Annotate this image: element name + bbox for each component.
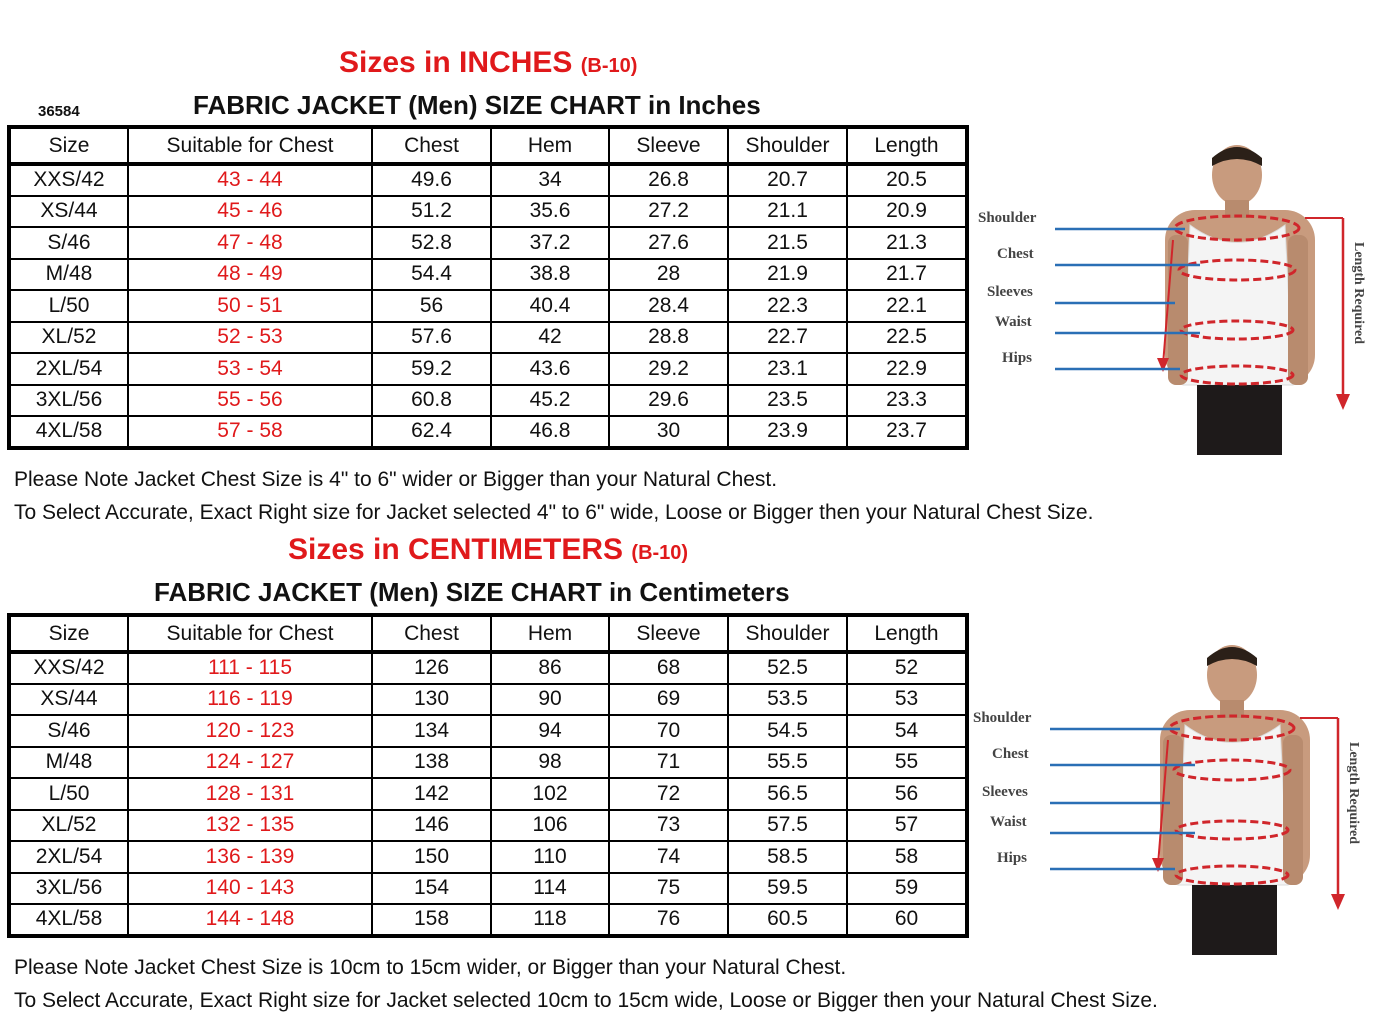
column-header: Suitable for Chest bbox=[128, 127, 372, 164]
size-cell: XXS/42 bbox=[9, 652, 128, 684]
cm-size-table bbox=[7, 613, 969, 938]
chest-range-cell: 45 - 46 bbox=[128, 196, 372, 228]
measure-cell: 22.5 bbox=[847, 322, 967, 354]
figure-right-arm bbox=[1283, 735, 1303, 885]
measure-cell: 23.5 bbox=[728, 385, 847, 417]
measurement-figure-top bbox=[975, 140, 1370, 455]
measure-cell: 53.5 bbox=[728, 684, 847, 716]
inches-title-text: Sizes in INCHES bbox=[339, 46, 573, 79]
size-cell: M/48 bbox=[9, 747, 128, 779]
size-cell: XXS/42 bbox=[9, 164, 128, 196]
size-cell: XL/52 bbox=[9, 810, 128, 842]
cm-note-2: To Select Accurate, Exact Right size for Jacket selected 10cm to 15cm wide, Loose or Bigger then your Natural Chest Size. bbox=[14, 989, 1158, 1012]
length-required-label: Length Required bbox=[1346, 742, 1361, 845]
size-cell: 3XL/56 bbox=[9, 385, 128, 417]
chest-range-cell: 136 - 139 bbox=[128, 841, 372, 873]
measure-cell: 46.8 bbox=[491, 416, 609, 448]
chest-range-cell: 111 - 115 bbox=[128, 652, 372, 684]
measure-cell: 134 bbox=[372, 715, 491, 747]
cm-title bbox=[288, 533, 688, 567]
measure-cell: 73 bbox=[609, 810, 728, 842]
table-row bbox=[9, 385, 967, 417]
measure-cell: 59 bbox=[847, 873, 967, 905]
measure-cell: 110 bbox=[491, 841, 609, 873]
chest-range-cell: 120 - 123 bbox=[128, 715, 372, 747]
measure-cell: 34 bbox=[491, 164, 609, 196]
measure-cell: 23.1 bbox=[728, 353, 847, 385]
measure-cell: 27.2 bbox=[609, 196, 728, 228]
size-cell: L/50 bbox=[9, 778, 128, 810]
measure-cell: 60 bbox=[847, 904, 967, 936]
measure-cell: 52.5 bbox=[728, 652, 847, 684]
measure-cell: 55 bbox=[847, 747, 967, 779]
size-cell: XL/52 bbox=[9, 322, 128, 354]
measure-cell: 43.6 bbox=[491, 353, 609, 385]
cm-subtitle: FABRIC JACKET (Men) SIZE CHART in Centimeters bbox=[154, 577, 790, 607]
table-row bbox=[9, 227, 967, 259]
table-row bbox=[9, 322, 967, 354]
size-cell: L/50 bbox=[9, 290, 128, 322]
cm-note-1: Please Note Jacket Chest Size is 10cm to 15cm wider, or Bigger than your Natural Chest. bbox=[14, 956, 847, 979]
measure-cell: 126 bbox=[372, 652, 491, 684]
measure-cell: 56 bbox=[372, 290, 491, 322]
table-row bbox=[9, 810, 967, 842]
chest-range-cell: 55 - 56 bbox=[128, 385, 372, 417]
size-cell: M/48 bbox=[9, 259, 128, 291]
measure-cell: 21.9 bbox=[728, 259, 847, 291]
measure-cell: 59.2 bbox=[372, 353, 491, 385]
table-row bbox=[9, 164, 967, 196]
measure-cell: 158 bbox=[372, 904, 491, 936]
measure-cell: 20.9 bbox=[847, 196, 967, 228]
measure-cell: 28 bbox=[609, 259, 728, 291]
size-cell: 4XL/58 bbox=[9, 904, 128, 936]
measure-cell: 27.6 bbox=[609, 227, 728, 259]
table-row bbox=[9, 416, 967, 448]
measure-cell: 42 bbox=[491, 322, 609, 354]
measure-cell: 138 bbox=[372, 747, 491, 779]
figure-trousers bbox=[1192, 885, 1277, 955]
measure-cell: 20.5 bbox=[847, 164, 967, 196]
inches-title-code: (B-10) bbox=[580, 55, 638, 77]
table-header-row bbox=[9, 127, 967, 164]
measure-cell: 98 bbox=[491, 747, 609, 779]
measure-cell: 68 bbox=[609, 652, 728, 684]
figure-right-arm bbox=[1288, 235, 1308, 385]
figure-label-sleeves: Sleeves bbox=[982, 784, 1028, 800]
table-row bbox=[9, 904, 967, 936]
column-header: Size bbox=[9, 615, 128, 652]
measure-cell: 146 bbox=[372, 810, 491, 842]
table-row bbox=[9, 841, 967, 873]
measure-cell: 22.9 bbox=[847, 353, 967, 385]
measure-cell: 142 bbox=[372, 778, 491, 810]
chest-range-cell: 48 - 49 bbox=[128, 259, 372, 291]
measure-cell: 29.6 bbox=[609, 385, 728, 417]
measure-cell: 106 bbox=[491, 810, 609, 842]
column-header: Length bbox=[847, 127, 967, 164]
table-row bbox=[9, 652, 967, 684]
table-row bbox=[9, 196, 967, 228]
measure-cell: 40.4 bbox=[491, 290, 609, 322]
chest-range-cell: 140 - 143 bbox=[128, 873, 372, 905]
figure-label-waist: Waist bbox=[995, 314, 1032, 330]
length-arrow-head bbox=[1336, 394, 1350, 410]
measure-cell: 54.5 bbox=[728, 715, 847, 747]
measure-cell: 29.2 bbox=[609, 353, 728, 385]
size-cell: 2XL/54 bbox=[9, 353, 128, 385]
measure-cell: 71 bbox=[609, 747, 728, 779]
measure-cell: 22.3 bbox=[728, 290, 847, 322]
measure-cell: 94 bbox=[491, 715, 609, 747]
figure-label-shoulder: Shoulder bbox=[973, 710, 1032, 726]
measure-cell: 22.1 bbox=[847, 290, 967, 322]
measure-cell: 57.6 bbox=[372, 322, 491, 354]
measure-cell: 60.8 bbox=[372, 385, 491, 417]
measure-cell: 51.2 bbox=[372, 196, 491, 228]
figure-label-waist: Waist bbox=[990, 814, 1027, 830]
measure-cell: 75 bbox=[609, 873, 728, 905]
measure-cell: 57 bbox=[847, 810, 967, 842]
column-header: Chest bbox=[372, 127, 491, 164]
measure-cell: 90 bbox=[491, 684, 609, 716]
measure-cell: 28.4 bbox=[609, 290, 728, 322]
figure-label-shoulder: Shoulder bbox=[978, 210, 1037, 226]
length-required-label: Length Required bbox=[1351, 242, 1366, 345]
measure-cell: 23.3 bbox=[847, 385, 967, 417]
column-header: Shoulder bbox=[728, 615, 847, 652]
measure-cell: 52.8 bbox=[372, 227, 491, 259]
table-row bbox=[9, 747, 967, 779]
measure-cell: 70 bbox=[609, 715, 728, 747]
chest-range-cell: 132 - 135 bbox=[128, 810, 372, 842]
figure-tank-top bbox=[1183, 225, 1293, 385]
measure-cell: 21.7 bbox=[847, 259, 967, 291]
measure-cell: 53 bbox=[847, 684, 967, 716]
measurement-figure-bottom bbox=[970, 640, 1365, 955]
measure-cell: 28.8 bbox=[609, 322, 728, 354]
table-header-row bbox=[9, 615, 967, 652]
column-header: Suitable for Chest bbox=[128, 615, 372, 652]
size-cell: 4XL/58 bbox=[9, 416, 128, 448]
measure-cell: 35.6 bbox=[491, 196, 609, 228]
measure-cell: 23.7 bbox=[847, 416, 967, 448]
column-header: Hem bbox=[491, 615, 609, 652]
measure-cell: 38.8 bbox=[491, 259, 609, 291]
size-cell: XS/44 bbox=[9, 684, 128, 716]
chest-range-cell: 43 - 44 bbox=[128, 164, 372, 196]
measure-cell: 54 bbox=[847, 715, 967, 747]
figure-label-hips: Hips bbox=[1002, 350, 1033, 366]
inches-title bbox=[339, 46, 637, 80]
chest-range-cell: 53 - 54 bbox=[128, 353, 372, 385]
table-row bbox=[9, 259, 967, 291]
chest-range-cell: 144 - 148 bbox=[128, 904, 372, 936]
measure-cell: 58 bbox=[847, 841, 967, 873]
chest-range-cell: 57 - 58 bbox=[128, 416, 372, 448]
length-arrow-head bbox=[1331, 894, 1345, 910]
measure-cell: 59.5 bbox=[728, 873, 847, 905]
inches-size-table bbox=[7, 125, 969, 450]
measure-cell: 62.4 bbox=[372, 416, 491, 448]
measure-cell: 21.3 bbox=[847, 227, 967, 259]
measure-cell: 150 bbox=[372, 841, 491, 873]
column-header: Size bbox=[9, 127, 128, 164]
measure-cell: 37.2 bbox=[491, 227, 609, 259]
measure-cell: 30 bbox=[609, 416, 728, 448]
measure-cell: 72 bbox=[609, 778, 728, 810]
chest-range-cell: 124 - 127 bbox=[128, 747, 372, 779]
size-cell: S/46 bbox=[9, 227, 128, 259]
measure-cell: 55.5 bbox=[728, 747, 847, 779]
cm-title-text: Sizes in CENTIMETERS bbox=[288, 533, 624, 566]
measure-cell: 57.5 bbox=[728, 810, 847, 842]
measure-cell: 114 bbox=[491, 873, 609, 905]
chest-range-cell: 50 - 51 bbox=[128, 290, 372, 322]
measure-cell: 56 bbox=[847, 778, 967, 810]
measure-cell: 58.5 bbox=[728, 841, 847, 873]
figure-label-chest: Chest bbox=[992, 746, 1029, 762]
measure-cell: 54.4 bbox=[372, 259, 491, 291]
cm-title-code: (B-10) bbox=[631, 542, 689, 564]
table-row bbox=[9, 873, 967, 905]
measure-cell: 21.1 bbox=[728, 196, 847, 228]
size-cell: S/46 bbox=[9, 715, 128, 747]
measure-cell: 52 bbox=[847, 652, 967, 684]
measure-cell: 45.2 bbox=[491, 385, 609, 417]
measure-cell: 69 bbox=[609, 684, 728, 716]
measure-cell: 60.5 bbox=[728, 904, 847, 936]
chest-range-cell: 116 - 119 bbox=[128, 684, 372, 716]
measure-cell: 130 bbox=[372, 684, 491, 716]
measure-cell: 23.9 bbox=[728, 416, 847, 448]
size-cell: 2XL/54 bbox=[9, 841, 128, 873]
measure-cell: 154 bbox=[372, 873, 491, 905]
table-row bbox=[9, 684, 967, 716]
column-header: Chest bbox=[372, 615, 491, 652]
chest-range-cell: 52 - 53 bbox=[128, 322, 372, 354]
table-row bbox=[9, 715, 967, 747]
column-header: Length bbox=[847, 615, 967, 652]
column-header: Sleeve bbox=[609, 615, 728, 652]
inches-subtitle: FABRIC JACKET (Men) SIZE CHART in Inches bbox=[193, 90, 761, 120]
figure-label-hips: Hips bbox=[997, 850, 1028, 866]
size-cell: XS/44 bbox=[9, 196, 128, 228]
measure-cell: 26.8 bbox=[609, 164, 728, 196]
figure-tank-top bbox=[1178, 725, 1288, 885]
measure-cell: 21.5 bbox=[728, 227, 847, 259]
measure-cell: 76 bbox=[609, 904, 728, 936]
measure-cell: 56.5 bbox=[728, 778, 847, 810]
table-row bbox=[9, 778, 967, 810]
measure-cell: 102 bbox=[491, 778, 609, 810]
table-row bbox=[9, 353, 967, 385]
inches-note-1: Please Note Jacket Chest Size is 4" to 6" wider or Bigger than your Natural Chest. bbox=[14, 468, 778, 491]
measure-cell: 20.7 bbox=[728, 164, 847, 196]
product-code: 36584 bbox=[38, 103, 80, 120]
figure-label-chest: Chest bbox=[997, 246, 1034, 262]
column-header: Shoulder bbox=[728, 127, 847, 164]
measure-cell: 118 bbox=[491, 904, 609, 936]
chest-range-cell: 128 - 131 bbox=[128, 778, 372, 810]
figure-trousers bbox=[1197, 385, 1282, 455]
inches-note-2: To Select Accurate, Exact Right size for Jacket selected 4" to 6" wide, Loose or Bigger then your Natural Chest Size. bbox=[14, 501, 1094, 524]
size-cell: 3XL/56 bbox=[9, 873, 128, 905]
measure-cell: 86 bbox=[491, 652, 609, 684]
measure-cell: 74 bbox=[609, 841, 728, 873]
column-header: Sleeve bbox=[609, 127, 728, 164]
figure-label-sleeves: Sleeves bbox=[987, 284, 1033, 300]
measure-cell: 22.7 bbox=[728, 322, 847, 354]
chest-range-cell: 47 - 48 bbox=[128, 227, 372, 259]
measure-cell: 49.6 bbox=[372, 164, 491, 196]
column-header: Hem bbox=[491, 127, 609, 164]
table-row bbox=[9, 290, 967, 322]
